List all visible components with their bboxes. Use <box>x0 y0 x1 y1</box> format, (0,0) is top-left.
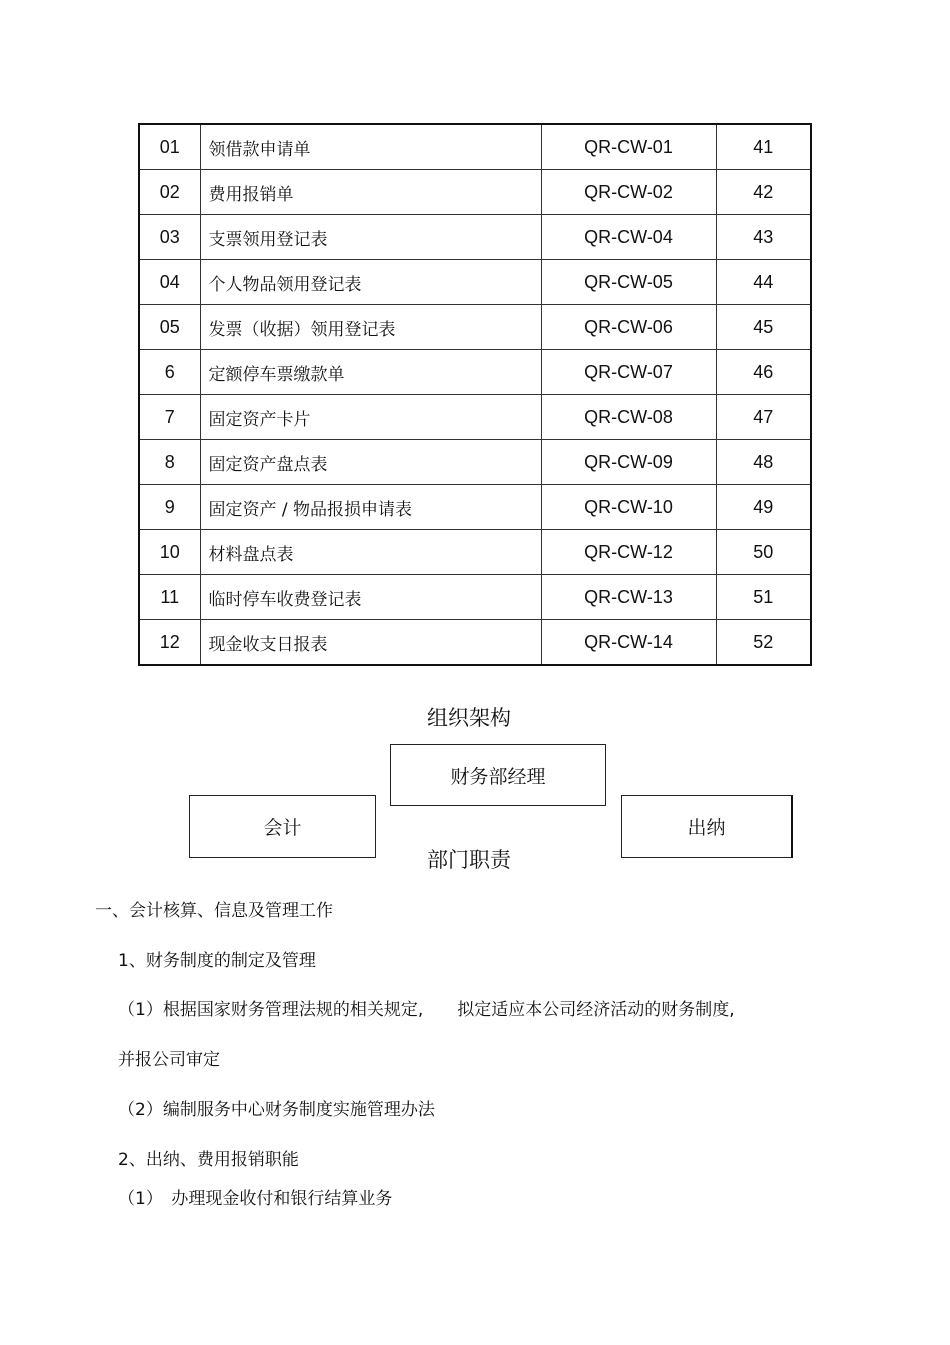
form-code-cell: QR-CW-08 <box>541 395 716 440</box>
item-heading: 1、财务制度的制定及管理 <box>118 951 316 971</box>
page-number-cell: 51 <box>716 575 811 620</box>
page-number-cell: 46 <box>716 350 811 395</box>
org-chart-title: 组织架构 <box>427 706 511 730</box>
table-row <box>139 124 811 170</box>
item-heading: 2、出纳、费用报销职能 <box>118 1150 299 1170</box>
paragraph: （1）根据国家财务管理法规的相关规定, 拟定适应本公司经济活动的财务制度, <box>118 1000 735 1020</box>
form-code-cell: QR-CW-14 <box>541 620 716 666</box>
org-box-label: 财务部经理 <box>450 765 546 788</box>
row-number-cell: 04 <box>139 260 200 305</box>
row-number-cell: 02 <box>139 170 200 215</box>
org-box-label: 会计 <box>263 817 302 839</box>
form-index-table <box>138 123 812 666</box>
table-row <box>139 530 811 575</box>
page-number-cell: 42 <box>716 170 811 215</box>
page-number-cell: 45 <box>716 305 811 350</box>
form-name-cell: 固定资产盘点表 <box>200 440 541 485</box>
row-number-cell: 03 <box>139 215 200 260</box>
table-row <box>139 440 811 485</box>
form-name-cell: 固定资产卡片 <box>200 395 541 440</box>
page-number-cell: 49 <box>716 485 811 530</box>
page-number-cell: 50 <box>716 530 811 575</box>
form-code-cell: QR-CW-07 <box>541 350 716 395</box>
table-row <box>139 485 811 530</box>
table-row <box>139 350 811 395</box>
table-row <box>139 215 811 260</box>
row-number-cell: 05 <box>139 305 200 350</box>
form-code-cell: QR-CW-05 <box>541 260 716 305</box>
form-code-cell: QR-CW-04 <box>541 215 716 260</box>
form-code-cell: QR-CW-13 <box>541 575 716 620</box>
form-code-cell: QR-CW-06 <box>541 305 716 350</box>
form-name-cell: 个人物品领用登记表 <box>200 260 541 305</box>
section-heading: 一、会计核算、信息及管理工作 <box>95 901 333 921</box>
form-name-cell: 发票（收据）领用登记表 <box>200 305 541 350</box>
row-number-cell: 01 <box>139 124 200 170</box>
page-number-cell: 52 <box>716 620 811 666</box>
paragraph: （1） 办理现金收付和银行结算业务 <box>118 1189 393 1209</box>
org-box-finance-manager <box>390 744 606 806</box>
form-code-cell: QR-CW-12 <box>541 530 716 575</box>
form-code-cell: QR-CW-02 <box>541 170 716 215</box>
row-number-cell: 10 <box>139 530 200 575</box>
form-name-cell: 领借款申请单 <box>200 124 541 170</box>
form-code-cell: QR-CW-10 <box>541 485 716 530</box>
table-row <box>139 260 811 305</box>
table-row <box>139 575 811 620</box>
form-code-cell: QR-CW-01 <box>541 124 716 170</box>
page-number-cell: 44 <box>716 260 811 305</box>
table-row <box>139 305 811 350</box>
form-name-cell: 支票领用登记表 <box>200 215 541 260</box>
row-number-cell: 7 <box>139 395 200 440</box>
duties-title: 部门职责 <box>427 848 511 872</box>
row-number-cell: 11 <box>139 575 200 620</box>
page-number-cell: 47 <box>716 395 811 440</box>
table-row <box>139 395 811 440</box>
row-number-cell: 9 <box>139 485 200 530</box>
page-number-cell: 41 <box>716 124 811 170</box>
row-number-cell: 6 <box>139 350 200 395</box>
form-name-cell: 费用报销单 <box>200 170 541 215</box>
form-name-cell: 材料盘点表 <box>200 530 541 575</box>
row-number-cell: 12 <box>139 620 200 666</box>
form-code-cell: QR-CW-09 <box>541 440 716 485</box>
page-number-cell: 43 <box>716 215 811 260</box>
org-box-label: 出纳 <box>687 817 726 839</box>
form-name-cell: 定额停车票缴款单 <box>200 350 541 395</box>
form-name-cell: 现金收支日报表 <box>200 620 541 666</box>
table-row <box>139 620 811 666</box>
row-number-cell: 8 <box>139 440 200 485</box>
paragraph: （2）编制服务中心财务制度实施管理办法 <box>118 1100 435 1120</box>
form-name-cell: 临时停车收费登记表 <box>200 575 541 620</box>
paragraph: 并报公司审定 <box>118 1050 220 1070</box>
page-number-cell: 48 <box>716 440 811 485</box>
form-name-cell: 固定资产 / 物品报损申请表 <box>200 485 541 530</box>
table-row <box>139 170 811 215</box>
